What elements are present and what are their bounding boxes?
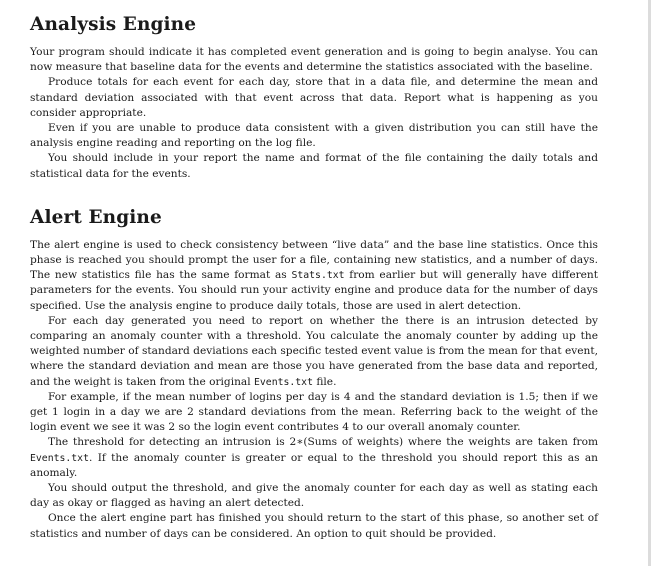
alert-p2-text-b: file. — [312, 375, 337, 388]
alert-paragraph-6: Once the alert engine part has finished you should return to the start of this phase, so another set of statistics and number of days can be considered. An option to quit should be provided. — [30, 512, 598, 540]
alert-p1-text-a: The alert engine is used to check consistency between “live data” and the base line statistics. Once this phase is reached you should prompt the user for a file, containing new statistics, and a number of days. The new statistics file has the same format as — [30, 238, 598, 282]
events-file-name: Events.txt — [254, 376, 313, 388]
analysis-paragraph-3: Even if you are unable to produce data consistent with a given distribution you can still have the analysis engine reading and reporting on the log file. — [30, 122, 598, 150]
analysis-paragraph-4: You should include in your report the name and format of the file containing the daily totals and statistical data for the events. — [30, 152, 598, 180]
analysis-paragraph-1: Your program should indicate it has completed event generation and is going to begin analyse. You can now measure that baseline data for the events and determine the statistics associated with the baseline. — [30, 46, 598, 74]
alert-p4-text-b: . If the anomaly counter is greater or equal to the threshold you should report this as an anomaly. — [30, 451, 598, 479]
stats-file-name: Stats.txt — [291, 270, 345, 282]
document-content — [30, 14, 598, 542]
alert-p1-text-b: from earlier but will generally have different parameters for the events. You should run your activity engine and produce data for the number of days specified. Use the analysis engine to produce daily totals, those are used in alert detection. — [30, 269, 599, 312]
analysis-paragraph-2: Produce totals for each event for each day, store that in a data file, and determine the mean and standard deviation associated with that event across that data. Report what is happening as you consider appropriate. — [30, 76, 598, 119]
alert-paragraph-2 — [30, 314, 598, 390]
events-file-name: Events.txt — [30, 452, 89, 464]
alert-paragraph-1 — [30, 238, 598, 314]
alert-paragraph-5: You should output the threshold, and give the anomaly counter for each day as well as stating each day as okay or flagged as having an alert detected. — [30, 482, 598, 510]
alert-p2-text-a: For each day generated you need to report on whether the there is an intrusion detected by comparing an anomaly counter with a threshold. You calculate the anomaly counter by adding up the weighted number of standard deviations each specific tested event value is from the mean for that event, where the standard deviation and mean are those you have generated from the base data and reported, and the weight is taken from the original — [30, 314, 598, 388]
section-heading-analysis-engine: Analysis Engine — [30, 14, 197, 35]
alert-paragraph-4 — [30, 435, 598, 481]
alert-p4-text-a: The threshold for detecting an intrusion is 2∗(Sums of weights) where the weights are taken from — [48, 436, 598, 449]
alert-paragraph-3: For example, if the mean number of logins per day is 4 and the standard deviation is 1.5; then if we get 1 login in a day we are 2 standard deviations from the mean. Referring back to the weight of the login event we see it was 2 so the login event contributes 4 to our overall anomaly counter. — [30, 390, 598, 434]
section-heading-alert-engine: Alert Engine — [30, 206, 162, 228]
